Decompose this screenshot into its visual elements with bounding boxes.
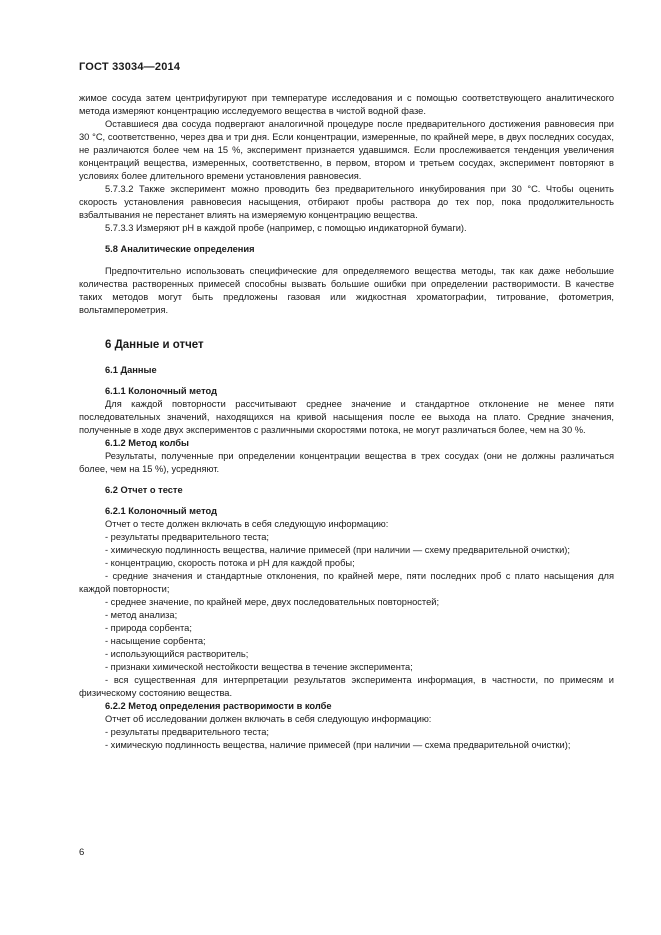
paragraph: Результаты, полученные при определении концентрации вещества в трех сосудах (они не должны различаться более, чем на 15 %), усредняют. <box>79 451 614 474</box>
section-heading-6-1-2: 6.1.2 Метод колбы <box>105 438 189 448</box>
paragraph: Для каждой повторности рассчитывают среднее значение и стандартное отклонение не менее пяти последовательных значений, находящихся на кривой насыщения после ее выхода на плато. Средние значения, полученные в ходе двух экспериментов с различными скоростями потока, не могут различаться более, чем на 30 %. <box>79 399 614 435</box>
page-number: 6 <box>79 847 85 858</box>
list-item: - метод анализа; <box>105 610 178 620</box>
list-item: - результаты предварительного теста; <box>105 727 269 737</box>
paragraph: Отчет об исследовании должен включать в себя следующую информацию: <box>105 714 432 724</box>
list-item: - химическую подлинность вещества, наличие примесей (при наличии — схему предварительной очистки); <box>105 545 570 555</box>
section-heading-6-1-1: 6.1.1 Колоночный метод <box>105 386 217 396</box>
section-heading-6-1: 6.1 Данные <box>105 365 157 375</box>
section-heading-6-2-2: 6.2.2 Метод определения растворимости в колбе <box>105 701 332 711</box>
paragraph: жимое сосуда затем центрифугируют при температуре исследования и с помощью соответствующего аналитического метода измеряют концентрацию исследуемого вещества в чистой водной фазе. <box>79 93 614 116</box>
document-header: ГОСТ 33034—2014 <box>79 61 181 73</box>
section-heading-6-2-1: 6.2.1 Колоночный метод <box>105 506 217 516</box>
list-item: - результаты предварительного теста; <box>105 532 269 542</box>
section-heading-6-2: 6.2 Отчет о тесте <box>105 485 183 495</box>
list-item: - природа сорбента; <box>105 623 192 633</box>
list-item: - концентрацию, скорость потока и рН для каждой пробы; <box>105 558 355 568</box>
section-heading-5-8: 5.8 Аналитические определения <box>105 244 255 254</box>
list-item: - вся существенная для интерпретации результатов эксперимента информация, в частности, по примесям и физическому состоянию вещества. <box>79 675 614 698</box>
section-heading-6: 6 Данные и отчет <box>105 339 204 351</box>
list-item: - использующийся растворитель; <box>105 649 249 659</box>
paragraph: 5.7.3.3 Измеряют рН в каждой пробе (например, с помощью индикаторной бумаги). <box>105 223 467 233</box>
list-item: - среднее значение, по крайней мере, двух последовательных повторностей; <box>105 597 440 607</box>
paragraph: 5.7.3.2 Также эксперимент можно проводить без предварительного инкубирования при 30 °С. Чтобы оценить скорость установления равновесия насыщения, отбирают пробы раствора до тех пор, пока продолжительность взбалтывания не перестанет влиять на измеряемую концентрацию вещества. <box>79 184 614 220</box>
list-item: - насыщение сорбента; <box>105 636 206 646</box>
paragraph: Отчет о тесте должен включать в себя следующую информацию: <box>105 519 389 529</box>
list-item: - признаки химической нестойкости вещества в течение эксперимента; <box>105 662 413 672</box>
list-item: - химическую подлинность вещества, наличие примесей (при наличии — схема предварительной очистки); <box>105 740 571 750</box>
list-item: - средние значения и стандартные отклонения, по крайней мере, пяти последних проб с плато насыщения для каждой повторности; <box>79 571 614 594</box>
paragraph: Предпочтительно использовать специфические для определяемого вещества методы, так как даже небольшие количества растворенных примесей способны вызвать большие ошибки при определении растворимости. В качестве таких методов могут быть предложены газовая или жидкостная хроматографии, титрование, фотометрия, вольтамперометрия. <box>79 266 614 315</box>
document-body <box>79 92 614 752</box>
paragraph: Оставшиеся два сосуда подвергают аналогичной процедуре после предварительного достижения равновесия при 30 °С, соответственно, через два и три дня. Если концентрации, измеренные, по крайней мере, в двух последних сосудах, не различаются более чем на 15 %, эксперимент признается удавшимся. Если прослеживается тенденция увеличения концентраций вещества, измеренных, соответственно, в первом, втором и третьем сосудах, эксперимент повторяют в условиях более длительного времени установления равновесия. <box>79 119 614 181</box>
